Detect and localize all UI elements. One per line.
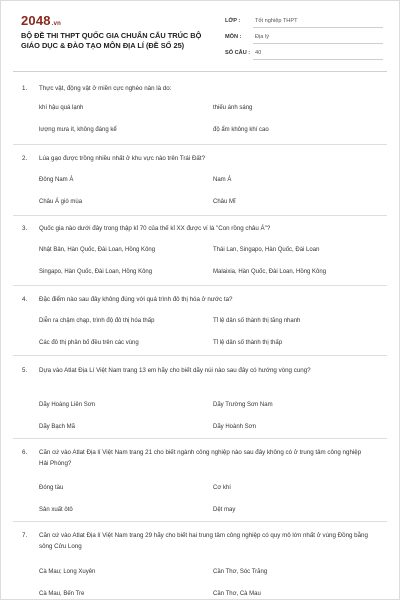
option-c[interactable]: Cà Mau, Bến Tre <box>39 591 85 597</box>
option-c[interactable]: lượng mưa ít, không đáng kể <box>39 127 117 133</box>
option-c[interactable]: Châu Á gió mùa <box>39 199 83 205</box>
question-text: Lúa gạo được trồng nhiều nhất ở khu vực nào trên Trái Đất? <box>39 155 206 162</box>
question-text: Dựa vào Atlat Địa Lí Việt Nam trang 13 em hãy cho biết dãy núi nào sau đây có hướng vòng cung? <box>39 367 311 374</box>
header-divider <box>13 71 387 72</box>
option-c[interactable]: Dãy Bạch Mã <box>39 424 76 430</box>
question-separator <box>13 144 387 145</box>
question-text: Quốc gia nào dưới đây trong thập kỉ 70 của thế kỉ XX được ví là "Con rồng châu Á"? <box>39 225 271 232</box>
option-c[interactable]: Sản xuất ôtô <box>39 507 73 513</box>
logo-main: 2048 <box>21 13 51 28</box>
question-text: Thực vật, động vật ở miền cực nghèo nàn là do: <box>39 85 172 92</box>
option-d[interactable]: Tỉ lệ dân số thành thị thấp <box>213 340 283 346</box>
option-d[interactable]: Dãy Hoành Sơn <box>213 424 256 430</box>
option-b[interactable]: Cơ khí <box>213 485 231 491</box>
meta-class-value: Tốt nghiệp THPT <box>253 15 383 28</box>
option-d[interactable]: Châu Mĩ <box>213 199 236 205</box>
option-b[interactable]: thiếu ánh sáng <box>213 105 253 111</box>
question-number: 7. <box>22 532 28 539</box>
question-number: 2. <box>22 155 28 162</box>
meta-subject <box>225 29 383 45</box>
option-d[interactable]: Malaixia, Hàn Quốc, Đài Loan, Hồng Kông <box>213 269 327 275</box>
meta-class <box>225 13 383 29</box>
option-a[interactable]: Đông Nam Á <box>39 177 74 183</box>
option-a[interactable]: Đóng tàu <box>39 485 64 491</box>
option-b[interactable]: Cần Thơ, Sóc Trăng <box>213 569 268 575</box>
logo-suffix: .vn <box>51 21 62 27</box>
question-text: Căn cứ vào Atlat Địa lí Việt Nam trang 21 cho biết ngành công nghiệp nào sau đây không có ở trung tâm công nghiệp Hải Phòng? <box>39 449 362 467</box>
option-a[interactable]: Diễn ra chậm chạp, trình độ đô thị hóa thấp <box>39 318 155 324</box>
option-a[interactable]: khí hậu quá lạnh <box>39 105 84 111</box>
option-c[interactable]: Singapo, Hàn Quốc, Đài Loan, Hồng Kông <box>39 269 153 275</box>
option-c[interactable]: Các đô thị phân bố đều trên các vùng <box>39 340 139 346</box>
question-number: 6. <box>22 449 28 456</box>
meta-count-value: 40 <box>253 47 383 60</box>
question-separator <box>13 438 387 439</box>
site-logo[interactable] <box>21 13 61 28</box>
option-d[interactable]: Cần Thơ, Cà Mau <box>213 591 261 597</box>
question-number: 3. <box>22 225 28 232</box>
question-number: 4. <box>22 296 28 303</box>
option-b[interactable]: Thái Lan, Singapo, Hàn Quốc, Đài Loan <box>213 247 320 253</box>
exam-title: BỘ ĐỀ THI THPT QUỐC GIA CHUẨN CẤU TRÚC BỘ GIÁO DỤC & ĐÀO TẠO MÔN ĐỊA LÍ (ĐỀ SỐ 25) <box>21 31 202 50</box>
exam-header <box>1 1 399 63</box>
option-d[interactable]: độ ẩm không khí cao <box>213 127 269 133</box>
question-separator <box>13 285 387 286</box>
option-b[interactable]: Nam Á <box>213 177 232 183</box>
option-b[interactable]: Dãy Trường Sơn Nam <box>213 402 273 408</box>
option-d[interactable]: Dệt may <box>213 507 236 513</box>
option-a[interactable]: Dãy Hoàng Liên Sơn <box>39 402 95 408</box>
option-a[interactable]: Cà Mau; Long Xuyên <box>39 569 96 575</box>
exam-meta <box>225 13 383 61</box>
option-b[interactable]: Tỉ lệ dân số thành thị tăng nhanh <box>213 318 301 324</box>
meta-count <box>225 45 383 61</box>
question-separator <box>13 521 387 522</box>
question-separator <box>13 355 387 356</box>
question-separator <box>13 215 387 216</box>
question-text: Đặc điểm nào sau đây không đúng với quá trình đô thị hóa ở nước ta? <box>39 296 233 303</box>
question-text: Căn cứ vào Atlat Địa lí Việt Nam trang 29 hãy cho biết hai trung tâm công nghiệp có quy mô lớn nhất ở vùng Đồng bằng sông Cửu Long <box>39 532 368 550</box>
option-a[interactable]: Nhật Bản, Hàn Quốc, Đài Loan, Hồng Kông <box>39 247 156 253</box>
meta-subject-label: MÔN : <box>225 34 242 40</box>
meta-count-label: SỐ CÂU : <box>225 50 251 56</box>
question-number: 1. <box>22 85 28 92</box>
meta-class-label: LỚP : <box>225 18 241 24</box>
question-number: 5. <box>22 367 28 374</box>
meta-subject-value: Địa lý <box>253 31 383 44</box>
